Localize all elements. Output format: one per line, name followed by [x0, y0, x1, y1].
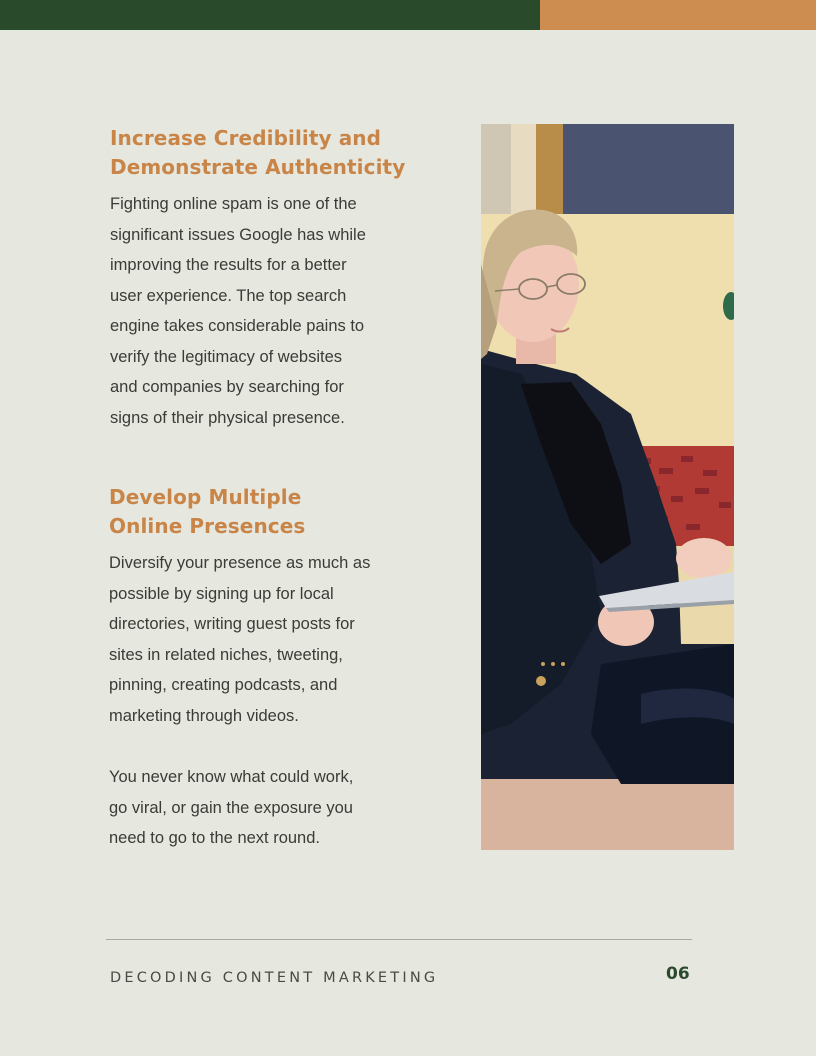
footer-title: DECODING CONTENT MARKETING: [110, 970, 439, 986]
heading-line: Online Presences: [109, 514, 306, 538]
page-number: 06: [666, 964, 690, 984]
text-line: need to go to the next round.: [109, 829, 320, 847]
text-line: and companies by searching for: [110, 378, 344, 396]
top-bar-orange: [540, 0, 816, 30]
text-line: You never know what could work,: [109, 768, 354, 786]
section-heading-online-presences: [109, 483, 305, 541]
paragraph-online-presences: [109, 548, 370, 731]
text-line: pinning, creating podcasts, and: [109, 676, 338, 694]
text-line: improving the results for a better: [110, 256, 347, 274]
text-line: signs of their physical presence.: [110, 408, 345, 427]
text-line: significant issues Google has while: [110, 225, 366, 244]
text-line: sites in related niches, tweeting,: [109, 645, 343, 664]
text-line: Fighting online spam is one of the: [110, 195, 357, 213]
text-line: possible by signing up for local: [109, 584, 334, 603]
photo-woman-with-laptop: [481, 124, 734, 850]
text-line: go viral, or gain the exposure you: [109, 798, 353, 817]
heading-line: Develop Multiple: [109, 485, 302, 509]
text-line: user experience. The top search: [110, 286, 347, 305]
section-heading-credibility: [110, 124, 405, 182]
text-line: Diversify your presence as much as: [109, 554, 371, 572]
paragraph-exposure: [109, 762, 353, 854]
heading-line: Demonstrate Authenticity: [110, 155, 406, 179]
text-line: directories, writing guest posts for: [109, 615, 355, 633]
paragraph-credibility: [110, 189, 366, 433]
text-line: engine takes considerable pains to: [110, 317, 365, 335]
text-line: marketing through videos.: [109, 706, 299, 725]
text-line: verify the legitimacy of websites: [110, 347, 343, 366]
footer-divider: [106, 939, 692, 940]
heading-line: Increase Credibility and: [110, 126, 382, 150]
top-bar-green: [0, 0, 540, 30]
